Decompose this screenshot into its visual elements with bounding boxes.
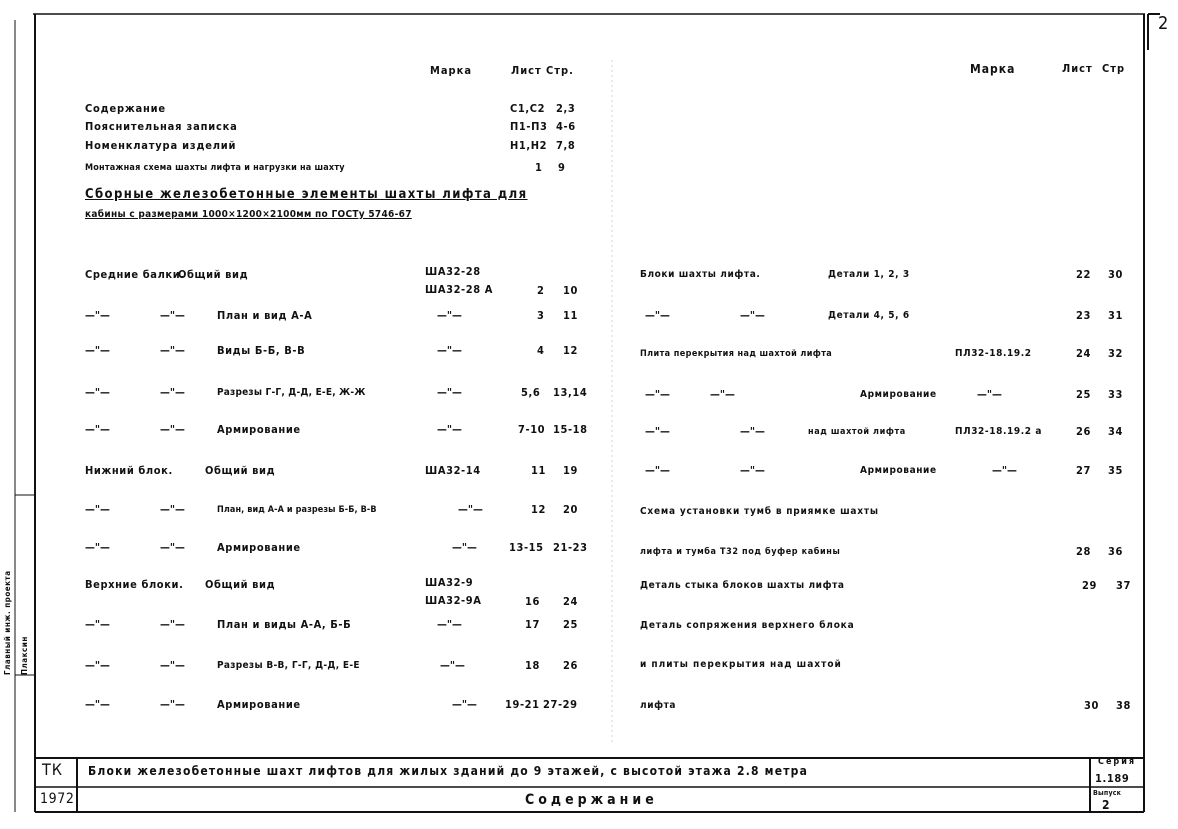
approval-strip-name: Плаксин: [20, 636, 29, 675]
left-row-c: План, вид А-А и разрезы Б-Б, В-В: [217, 505, 377, 515]
left-row-marka: —"—: [437, 423, 462, 436]
left-row-list: 5,6: [521, 386, 541, 399]
left-row-str: 20: [563, 503, 578, 516]
right-row-name: —"—: [645, 388, 670, 401]
left-row-b: Общий вид: [178, 268, 249, 281]
intro-row-str: 9: [558, 161, 566, 174]
header-str-left: Стр.: [546, 64, 574, 77]
left-row-a: —"—: [85, 386, 110, 399]
right-row-name2: Армирование: [860, 465, 937, 476]
left-row-list: 18: [525, 659, 540, 672]
approval-strip: [3, 495, 13, 675]
left-row-list: 3: [537, 309, 545, 322]
intro-row-str: 4-6: [556, 120, 576, 133]
right-row-name2: Детали 4, 5, 6: [828, 310, 910, 321]
right-row-list: 25: [1076, 388, 1091, 401]
left-row-str: 11: [563, 309, 578, 322]
left-row-a: —"—: [85, 541, 110, 554]
title-block-title: Блоки железобетонные шахт лифтов для жилых зданий до 9 этажей, с высотой этажа 2.8 метра: [88, 764, 809, 778]
right-row-name: Блоки шахты лифта.: [640, 269, 761, 280]
left-row-a: —"—: [85, 344, 110, 357]
intro-row-name: Содержание: [85, 102, 166, 115]
right-row-list: 27: [1076, 464, 1091, 477]
right-row-list: 22: [1076, 268, 1091, 281]
right-row-list: 28: [1076, 545, 1091, 558]
left-row-b: —"—: [160, 698, 185, 711]
left-row-c: Виды Б-Б, В-В: [217, 344, 306, 357]
section-title: Сборные железобетонные элементы шахты лифта для: [85, 187, 528, 202]
left-row-b: Общий вид: [205, 578, 276, 591]
right-row-name: лифта и тумба Т32 под буфер кабины: [640, 547, 841, 557]
right-row-name: и плиты перекрытия над шахтой: [640, 659, 842, 670]
right-row-list: 30: [1084, 699, 1099, 712]
left-row-a: —"—: [85, 618, 110, 631]
title-block-code: ТК: [42, 760, 64, 779]
right-row-name: Деталь сопряжения верхнего блока: [640, 620, 855, 631]
left-row-list: 2: [537, 284, 545, 297]
left-row-marka: —"—: [437, 618, 462, 631]
left-row-a: —"—: [85, 503, 110, 516]
left-row-b: —"—: [160, 309, 185, 322]
left-row-marka: —"—: [452, 698, 477, 711]
series-label: Серия: [1098, 757, 1137, 767]
right-row-name1b: —"—: [740, 309, 765, 322]
left-row-b: —"—: [160, 386, 185, 399]
right-row-str: 36: [1108, 545, 1123, 558]
right-row-list: 29: [1082, 579, 1097, 592]
title-block-subtitle: Содержание: [525, 792, 658, 808]
left-row-b: —"—: [160, 541, 185, 554]
left-row-b: Общий вид: [205, 464, 276, 477]
right-row-str: 32: [1108, 347, 1123, 360]
header-str-right: Стр: [1102, 62, 1126, 75]
right-row-str: 35: [1108, 464, 1123, 477]
left-row-c: Армирование: [217, 541, 301, 554]
right-row-list: 23: [1076, 309, 1091, 322]
intro-row-list: С1,С2: [510, 102, 546, 115]
page-number: 2: [1158, 13, 1169, 34]
right-row-marka: ПЛ32-18.19.2: [955, 348, 1032, 359]
right-row-name2: Армирование: [860, 389, 937, 400]
header-marka-right: Марка: [970, 62, 1016, 76]
left-row-c: Армирование: [217, 423, 301, 436]
left-row-b: —"—: [160, 659, 185, 672]
left-row-marka: ША32-9: [425, 576, 474, 589]
left-row-str: 21-23: [553, 541, 588, 554]
series-value: 1.189: [1095, 772, 1130, 785]
approval-strip-text: Главный инж. проекта: [3, 570, 12, 675]
left-row-list: 7-10: [518, 423, 546, 436]
left-row-str: 12: [563, 344, 578, 357]
left-row-marka: —"—: [452, 541, 477, 554]
right-row-name2: Детали 1, 2, 3: [828, 269, 910, 280]
left-row-marka: —"—: [440, 659, 465, 672]
left-row-b: —"—: [160, 423, 185, 436]
left-row-list: 4: [537, 344, 545, 357]
left-row-list: 13-15: [509, 541, 544, 554]
title-block-year: 1972: [40, 791, 75, 807]
right-row-str: 34: [1108, 425, 1123, 438]
left-row-b: —"—: [160, 618, 185, 631]
section-subtitle: кабины с размерами 1000×1200×2100мм по ГОСТу 5746-67: [85, 209, 412, 220]
right-row-name1b: —"—: [710, 388, 735, 401]
left-row-list: 12: [531, 503, 546, 516]
header-list-left: Лист: [511, 64, 542, 77]
right-row-str: 37: [1116, 579, 1131, 592]
right-row-name: Плита перекрытия над шахтой лифта: [640, 349, 833, 359]
left-row-c: Разрезы Г-Г, Д-Д, Е-Е, Ж-Ж: [217, 387, 366, 398]
left-row-str: 27-29: [543, 698, 578, 711]
intro-row-list: 1: [535, 161, 543, 174]
right-row-name: —"—: [645, 309, 670, 322]
right-row-marka: —"—: [992, 464, 1017, 477]
right-row-name: Схема установки тумб в приямке шахты: [640, 506, 879, 517]
left-row-a: —"—: [85, 659, 110, 672]
left-row-str: 26: [563, 659, 578, 672]
left-row-str: 10: [563, 284, 578, 297]
left-row-a: Верхние блоки.: [85, 578, 184, 591]
intro-row-list: Н1,Н2: [510, 139, 548, 152]
left-row-str: 13,14: [553, 386, 588, 399]
left-row-marka: —"—: [437, 386, 462, 399]
right-row-name: Деталь стыка блоков шахты лифта: [640, 580, 845, 591]
right-row-list: 24: [1076, 347, 1091, 360]
intro-row-name: Монтажная схема шахты лифта и нагрузки на шахту: [85, 163, 345, 173]
left-row-c: Армирование: [217, 698, 301, 711]
left-row-marka: ША32-28: [425, 265, 481, 278]
left-row-a: —"—: [85, 698, 110, 711]
header-list-right: Лист: [1062, 62, 1093, 75]
left-row-marka2: ША32-28 А: [425, 283, 494, 296]
right-row-marka: ПЛ32-18.19.2 а: [955, 426, 1042, 437]
right-row-marka: —"—: [977, 388, 1002, 401]
intro-row-str: 7,8: [556, 139, 576, 152]
intro-row-name: Номенклатура изделий: [85, 139, 237, 152]
left-row-c: Разрезы В-В, Г-Г, Д-Д, Е-Е: [217, 660, 360, 671]
right-row-name2: над шахтой лифта: [808, 427, 906, 437]
left-row-list: 19-21: [505, 698, 540, 711]
left-row-a: —"—: [85, 423, 110, 436]
left-row-marka: —"—: [458, 503, 483, 516]
issue-value: 2: [1102, 798, 1111, 812]
left-row-a: —"—: [85, 309, 110, 322]
left-row-str: 15-18: [553, 423, 588, 436]
left-row-str: 24: [563, 595, 578, 608]
intro-row-str: 2,3: [556, 102, 576, 115]
left-row-c: План и виды А-А, Б-Б: [217, 618, 352, 631]
issue-label: Выпуск: [1093, 789, 1122, 797]
right-row-str: 33: [1108, 388, 1123, 401]
left-row-list: 16: [525, 595, 540, 608]
right-row-name1b: —"—: [740, 464, 765, 477]
right-row-name: —"—: [645, 425, 670, 438]
right-row-str: 31: [1108, 309, 1123, 322]
right-row-name1b: —"—: [740, 425, 765, 438]
left-row-b: —"—: [160, 344, 185, 357]
left-row-a: Нижний блок.: [85, 464, 173, 477]
right-row-list: 26: [1076, 425, 1091, 438]
left-row-marka: —"—: [437, 344, 462, 357]
left-row-str: 19: [563, 464, 578, 477]
right-row-name: —"—: [645, 464, 670, 477]
left-row-c: План и вид А-А: [217, 309, 313, 322]
right-row-str: 30: [1108, 268, 1123, 281]
left-row-b: —"—: [160, 503, 185, 516]
intro-row-name: Пояснительная записка: [85, 120, 238, 133]
intro-row-list: П1-П3: [510, 120, 548, 133]
left-row-marka: ША32-14: [425, 464, 481, 477]
left-row-list: 17: [525, 618, 540, 631]
right-row-name: лифта: [640, 700, 677, 711]
right-row-str: 38: [1116, 699, 1131, 712]
left-row-a: Средние балки.: [85, 268, 185, 281]
approval-strip-signature: [20, 495, 30, 675]
left-row-marka2: ША32-9А: [425, 594, 482, 607]
left-row-str: 25: [563, 618, 578, 631]
left-row-list: 11: [531, 464, 546, 477]
left-row-marka: —"—: [437, 309, 462, 322]
header-marka-left: Марка: [430, 64, 473, 77]
